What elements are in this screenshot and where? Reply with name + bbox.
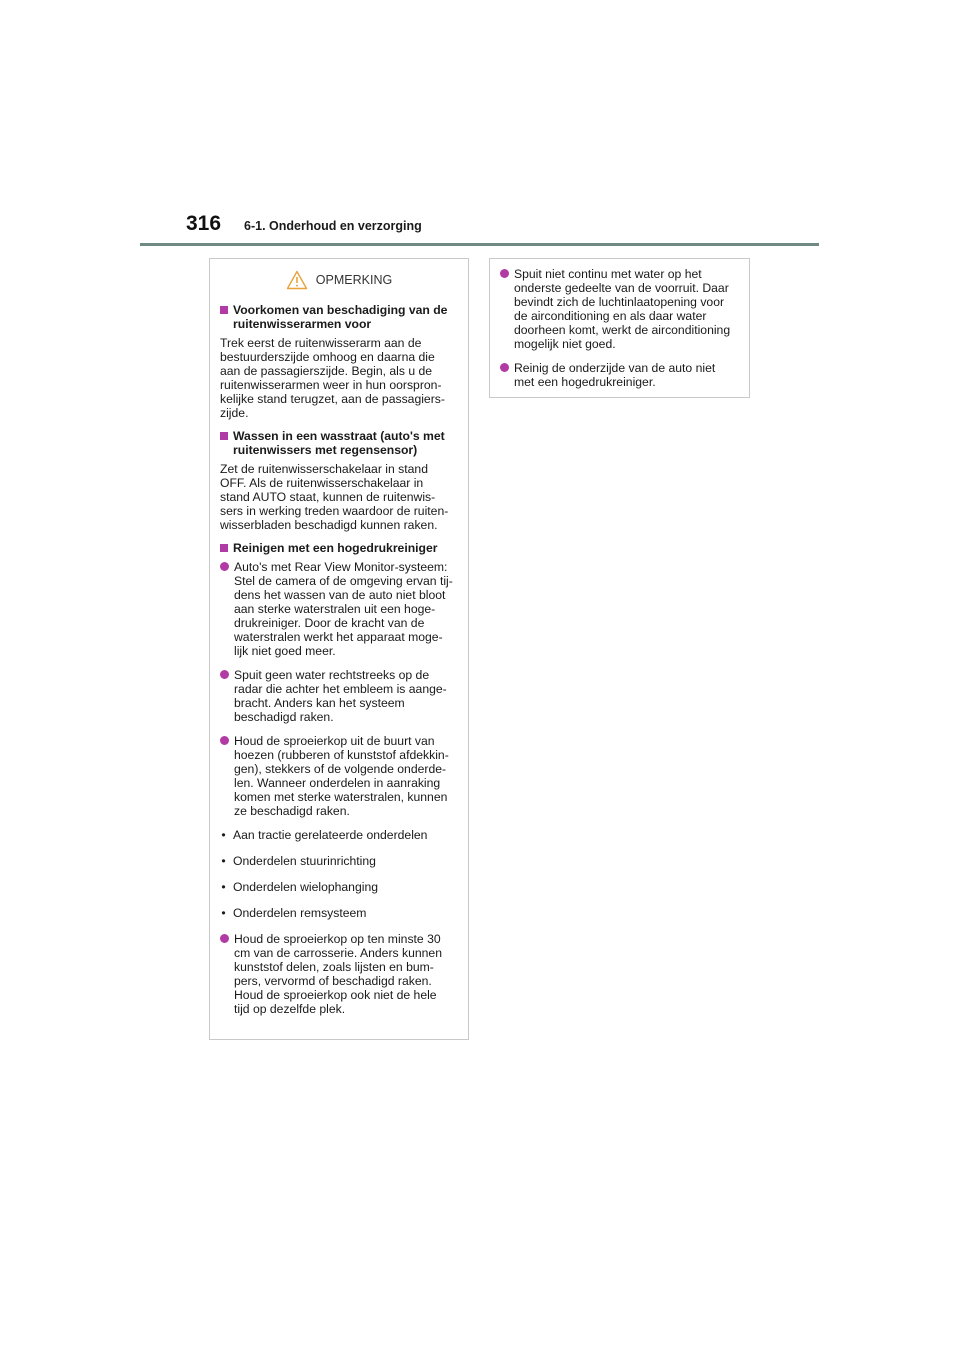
circle-bullet-icon [500,269,509,278]
section-title: 6-1. Onderhoud en verzorging [244,219,422,233]
notice-header [220,267,458,293]
page-number: 316 [186,212,222,235]
list-item: Auto's met Rear View Monitor-systeem: Stel de camera of de omgeving ervan tij- dens het wassen van de auto niet bloot aan sterke waterstralen uit een hoge- drukreiniger. Door de kracht van de waterstralen werkt het apparaat moge- lijk niet goed meer. [220,560,458,658]
notice-box-right [489,258,750,398]
paragraph-car-wash: Zet de ruitenwisserschakelaar in stand OFF. Als de ruitenwisserschakelaar in stand AUTO staat, kunnen de ruitenwis- sers in werking treden waardoor de ruiten- wisserbladen beschadigd kunnen raken. [220,462,449,532]
heading-car-wash: Wassen in een wasstraat (auto's met ruitenwissers met regensensor) [220,429,458,457]
list-item: Spuit niet continu met water op het onderste gedeelte van de voorruit. Daar bevindt zich de luchtinlaatopening voor de airconditioning en als daar water doorheen komt, werkt de airconditioning mogelijk niet goed. [500,267,739,351]
header-rule [140,243,819,246]
heading-wiper-arms: Voorkomen van beschadiging van de ruitenwisserarmen voor [220,303,458,331]
paragraph-wiper-arms: Trek eerst de ruitenwisserarm aan de bestuurderszijde omhoog en daarna die aan de passagierszijde. Begin, als u de ruitenwisserarmen weer in hun oorspron- kelijke stand terugzet, aan de passagiers- zijde. [220,336,445,420]
sub-list-item: • Onderdelen stuurinrichting [221,854,376,868]
square-bullet-icon [220,432,228,440]
circle-bullet-icon [500,363,509,372]
circle-bullet-icon [220,670,229,679]
square-bullet-icon [220,306,228,314]
list-item: Spuit geen water rechtstreeks op de radar die achter het embleem is aange- bracht. Anders kan het systeem beschadigd raken. [220,668,458,724]
warning-triangle-icon [286,270,308,290]
circle-bullet-icon [220,934,229,943]
notice-box-left [209,258,469,1040]
heading-pressure-washer: Reinigen met een hogedrukreiniger [220,541,458,555]
circle-bullet-icon [220,736,229,745]
square-bullet-icon [220,544,228,552]
circle-bullet-icon [220,562,229,571]
sub-list-item: • Onderdelen wielophanging [221,880,379,894]
list-item: Houd de sproeierkop uit de buurt van hoezen (rubberen of kunststof afdekkin- gen), stekkers of de volgende onderde- len. Wanneer onderdelen in aanraking komen met sterke waterstralen, kunnen ze beschadigd raken. [220,734,458,818]
sub-list-item: • Aan tractie gerelateerde onderdelen [221,828,428,842]
list-item: Houd de sproeierkop op ten minste 30 cm van de carrosserie. Anders kunnen kunststof delen, zoals lijsten en bum- pers, vervormd of beschadigd raken. Houd de sproeierkop ook niet de hele tijd op dezelfde plek. [220,932,458,1016]
sub-list-item: • Onderdelen remsysteem [221,906,367,920]
notice-label: OPMERKING [315,273,393,287]
list-item: Reinig de onderzijde van de auto niet met een hogedrukreiniger. [500,361,739,389]
